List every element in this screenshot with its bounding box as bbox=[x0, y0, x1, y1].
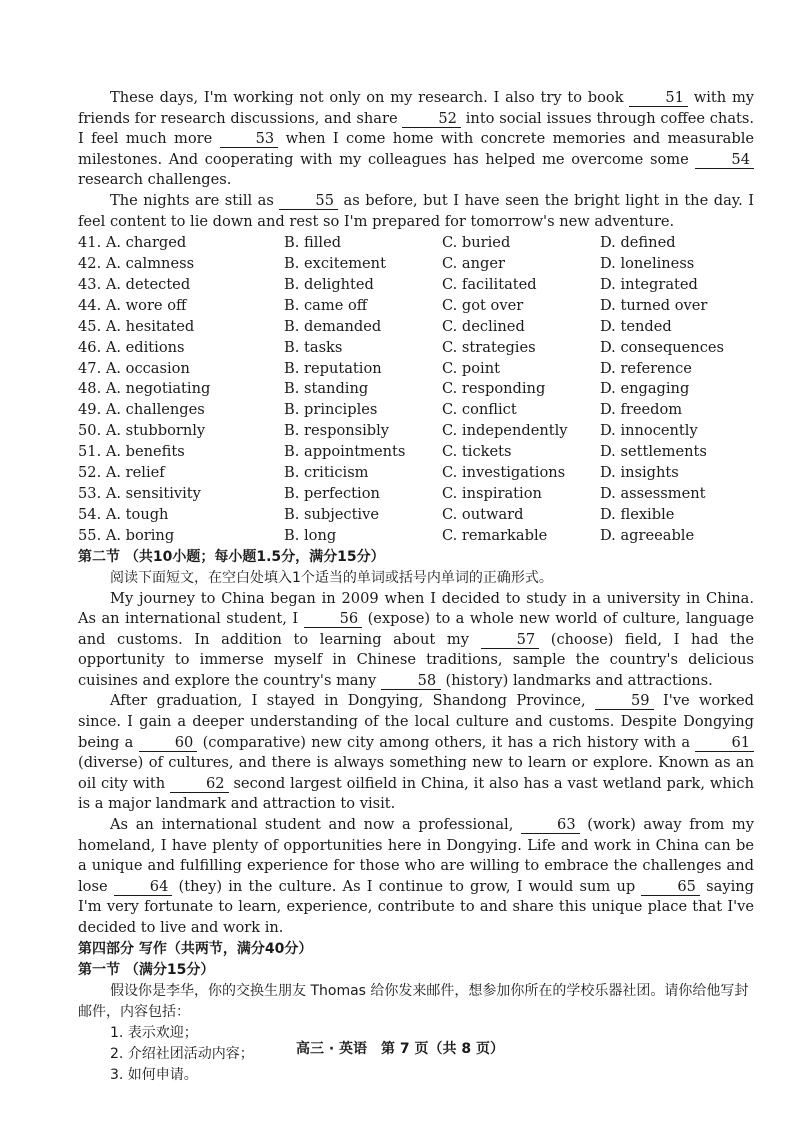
option-c: C. declined bbox=[442, 317, 525, 335]
option-b: B. excitement bbox=[284, 255, 386, 273]
options-table bbox=[78, 233, 754, 546]
option-row bbox=[78, 233, 754, 254]
option-d: D. integrated bbox=[600, 275, 698, 293]
part-heading: 第四部分 写作（共两节，满分40分） bbox=[78, 940, 313, 957]
option-d: D. tended bbox=[600, 317, 672, 335]
option-b: B. responsibly bbox=[284, 422, 390, 440]
blank-58: 58 bbox=[381, 673, 441, 690]
exam-page bbox=[78, 88, 754, 1086]
passage-text: (they) in the culture. As I continue to grow, I would sum up bbox=[178, 877, 636, 895]
option-b: B. standing bbox=[284, 380, 369, 398]
option-b: B. reputation bbox=[284, 359, 382, 377]
option-b: B. perfection bbox=[284, 484, 380, 502]
option-a: 51. A. benefits bbox=[78, 443, 185, 461]
passage-paragraph bbox=[78, 691, 754, 815]
passage-text: (work) away from my homeland, I have plenty of opportunities here in Dongying. Life and work in China can be a unique and fulfilling experience for those who are willing to embrace the challenges and lose bbox=[78, 816, 755, 895]
option-row bbox=[78, 526, 754, 547]
passage-text: saying I'm very fortunate to learn, experience, contribute to and share this unique place that I've decided to live and work in. bbox=[78, 877, 754, 937]
passage-text: second largest oilfield in China, it also has a vast wetland park, which is a major landmark and attraction to visit. bbox=[78, 774, 754, 813]
blank-62: 62 bbox=[170, 776, 229, 793]
option-row bbox=[78, 379, 754, 400]
option-c: C. responding bbox=[442, 380, 546, 398]
passage-text: (expose) to a whole new world of culture, language and customs. In addition to learning about my bbox=[78, 610, 755, 648]
option-d: D. assessment bbox=[600, 484, 706, 502]
option-c: C. inspiration bbox=[442, 484, 542, 502]
blank-52: 52 bbox=[402, 111, 461, 128]
option-b: B. subjective bbox=[284, 505, 379, 523]
option-a: 44. A. wore off bbox=[78, 296, 187, 314]
option-row bbox=[78, 275, 754, 296]
passage-text: as before, but I have seen the bright light in the day. I feel content to lie down and rest so I'm prepared for tomorrow's new adventure. bbox=[78, 191, 755, 230]
passage-paragraph bbox=[78, 88, 754, 191]
blank-65: 65 bbox=[641, 879, 700, 896]
option-b: B. principles bbox=[284, 401, 378, 419]
blank-64: 64 bbox=[114, 879, 173, 896]
passage-paragraph bbox=[78, 815, 754, 939]
option-row bbox=[78, 400, 754, 421]
option-c: C. got over bbox=[442, 296, 524, 314]
option-c: C. independently bbox=[442, 422, 568, 440]
blank-54: 54 bbox=[695, 152, 754, 169]
option-d: D. freedom bbox=[600, 401, 683, 419]
option-b: B. demanded bbox=[284, 317, 382, 335]
option-d: D. innocently bbox=[600, 422, 698, 440]
passage-text: (diverse) of cultures, and there is always something new to learn or explore. Known as an oil city with bbox=[78, 754, 754, 792]
option-d: D. agreeable bbox=[600, 526, 695, 544]
option-d: D. flexible bbox=[600, 505, 675, 523]
option-b: B. long bbox=[284, 526, 337, 544]
blank-59: 59 bbox=[595, 693, 654, 710]
option-d: D. turned over bbox=[600, 296, 708, 314]
option-b: B. filled bbox=[284, 234, 342, 252]
blank-63: 63 bbox=[521, 817, 580, 834]
option-row bbox=[78, 359, 754, 380]
section-instruction: 阅读下面短文，在空白处填入1个适当的单词或括号内单词的正确形式。 bbox=[110, 569, 553, 586]
passage-text: (comparative) new city among others, it has a rich history with a bbox=[202, 733, 691, 751]
option-b: B. delighted bbox=[284, 275, 374, 293]
passage-paragraph bbox=[78, 589, 754, 692]
passage-text: research challenges. bbox=[78, 171, 232, 189]
option-c: C. strategies bbox=[442, 338, 536, 356]
passage-text: when I come home with concrete memories and measurable milestones. And cooperating with my colleagues has helped me overcome some bbox=[78, 130, 755, 168]
prompt-list-item: 3. 如何申请。 bbox=[110, 1066, 198, 1083]
option-row bbox=[78, 421, 754, 442]
option-d: D. loneliness bbox=[600, 255, 695, 273]
option-row bbox=[78, 505, 754, 526]
option-b: B. criticism bbox=[284, 463, 369, 481]
option-row bbox=[78, 296, 754, 317]
option-row bbox=[78, 484, 754, 505]
option-a: 54. A. tough bbox=[78, 505, 169, 523]
option-c: C. point bbox=[442, 359, 500, 377]
option-c: C. anger bbox=[442, 255, 505, 273]
option-a: 46. A. editions bbox=[78, 338, 185, 356]
option-c: C. buried bbox=[442, 234, 511, 252]
section-subheading: 第一节 （满分15分） bbox=[78, 961, 215, 978]
writing-prompt: 假设你是李华，你的交换生朋友 Thomas 给你发来邮件，想参加你所在的学校乐器社团。请你给他写封邮件，内容包括： bbox=[78, 982, 749, 1020]
blank-56: 56 bbox=[304, 611, 363, 628]
option-c: C. outward bbox=[442, 505, 524, 523]
option-d: D. reference bbox=[600, 359, 692, 377]
passage-text: As an international student and now a professional, bbox=[110, 816, 514, 834]
blank-51: 51 bbox=[629, 90, 688, 107]
option-a: 49. A. challenges bbox=[78, 401, 205, 419]
option-b: B. tasks bbox=[284, 338, 343, 356]
option-a: 43. A. detected bbox=[78, 275, 191, 293]
option-d: D. settlements bbox=[600, 443, 707, 461]
passage-text: My journey to China began in 2009 when I decided to study in a university in China. As an international student, I bbox=[78, 589, 754, 628]
blank-61: 61 bbox=[695, 735, 754, 752]
option-d: D. consequences bbox=[600, 338, 725, 356]
option-a: 45. A. hesitated bbox=[78, 317, 195, 335]
option-d: D. defined bbox=[600, 234, 676, 252]
option-row bbox=[78, 254, 754, 275]
section-heading: 第二节 （共10小题；每小题1.5分，满分15分） bbox=[78, 548, 385, 565]
passage-text: into social issues through coffee chats. I feel much more bbox=[78, 109, 755, 148]
passage-text: (history) landmarks and attractions. bbox=[445, 671, 713, 689]
option-d: D. engaging bbox=[600, 380, 690, 398]
prompt-list-item: 1. 表示欢迎； bbox=[110, 1024, 198, 1041]
passage-text: These days, I'm working not only on my research. I also try to book bbox=[110, 89, 624, 106]
passage-text: (choose) field, I had the opportunity to immerse myself in Chinese traditions, sample the country's delicious cuisines and explore the country's many bbox=[78, 630, 755, 689]
blank-57: 57 bbox=[481, 632, 540, 649]
option-b: B. appointments bbox=[284, 443, 406, 461]
blank-60: 60 bbox=[139, 735, 198, 752]
option-c: C. tickets bbox=[442, 443, 512, 461]
option-a: 47. A. occasion bbox=[78, 359, 190, 377]
option-row bbox=[78, 338, 754, 359]
passage-text: with my friends for research discussions, and share bbox=[78, 89, 755, 127]
option-a: 48. A. negotiating bbox=[78, 380, 211, 398]
option-row bbox=[78, 463, 754, 484]
blank-55: 55 bbox=[279, 193, 338, 210]
option-d: D. insights bbox=[600, 463, 679, 481]
option-a: 50. A. stubbornly bbox=[78, 422, 206, 440]
option-row bbox=[78, 442, 754, 463]
option-c: C. investigations bbox=[442, 463, 566, 481]
blank-53: 53 bbox=[220, 131, 279, 148]
option-c: C. remarkable bbox=[442, 526, 548, 544]
option-row bbox=[78, 317, 754, 338]
option-c: C. facilitated bbox=[442, 275, 537, 293]
passage-paragraph bbox=[78, 191, 754, 232]
option-a: 42. A. calmness bbox=[78, 255, 195, 273]
prompt-list-item: 2. 介绍社团活动内容； bbox=[110, 1045, 254, 1062]
page-footer: 高三 · 英语 第 7 页（共 8 页） bbox=[295, 1041, 505, 1057]
option-a: 53. A. sensitivity bbox=[78, 484, 201, 502]
passage-text: The nights are still as bbox=[110, 191, 274, 209]
option-b: B. came off bbox=[284, 296, 368, 314]
option-a: 52. A. relief bbox=[78, 463, 165, 481]
option-a: 41. A. charged bbox=[78, 234, 187, 252]
passage-text: After graduation, I stayed in Dongying, Shandong Province, bbox=[110, 692, 586, 710]
option-a: 55. A. boring bbox=[78, 526, 175, 544]
passage-text: I've worked since. I gain a deeper understanding of the local culture and customs. Despite Dongying being a bbox=[78, 692, 755, 751]
option-c: C. conflict bbox=[442, 401, 517, 419]
